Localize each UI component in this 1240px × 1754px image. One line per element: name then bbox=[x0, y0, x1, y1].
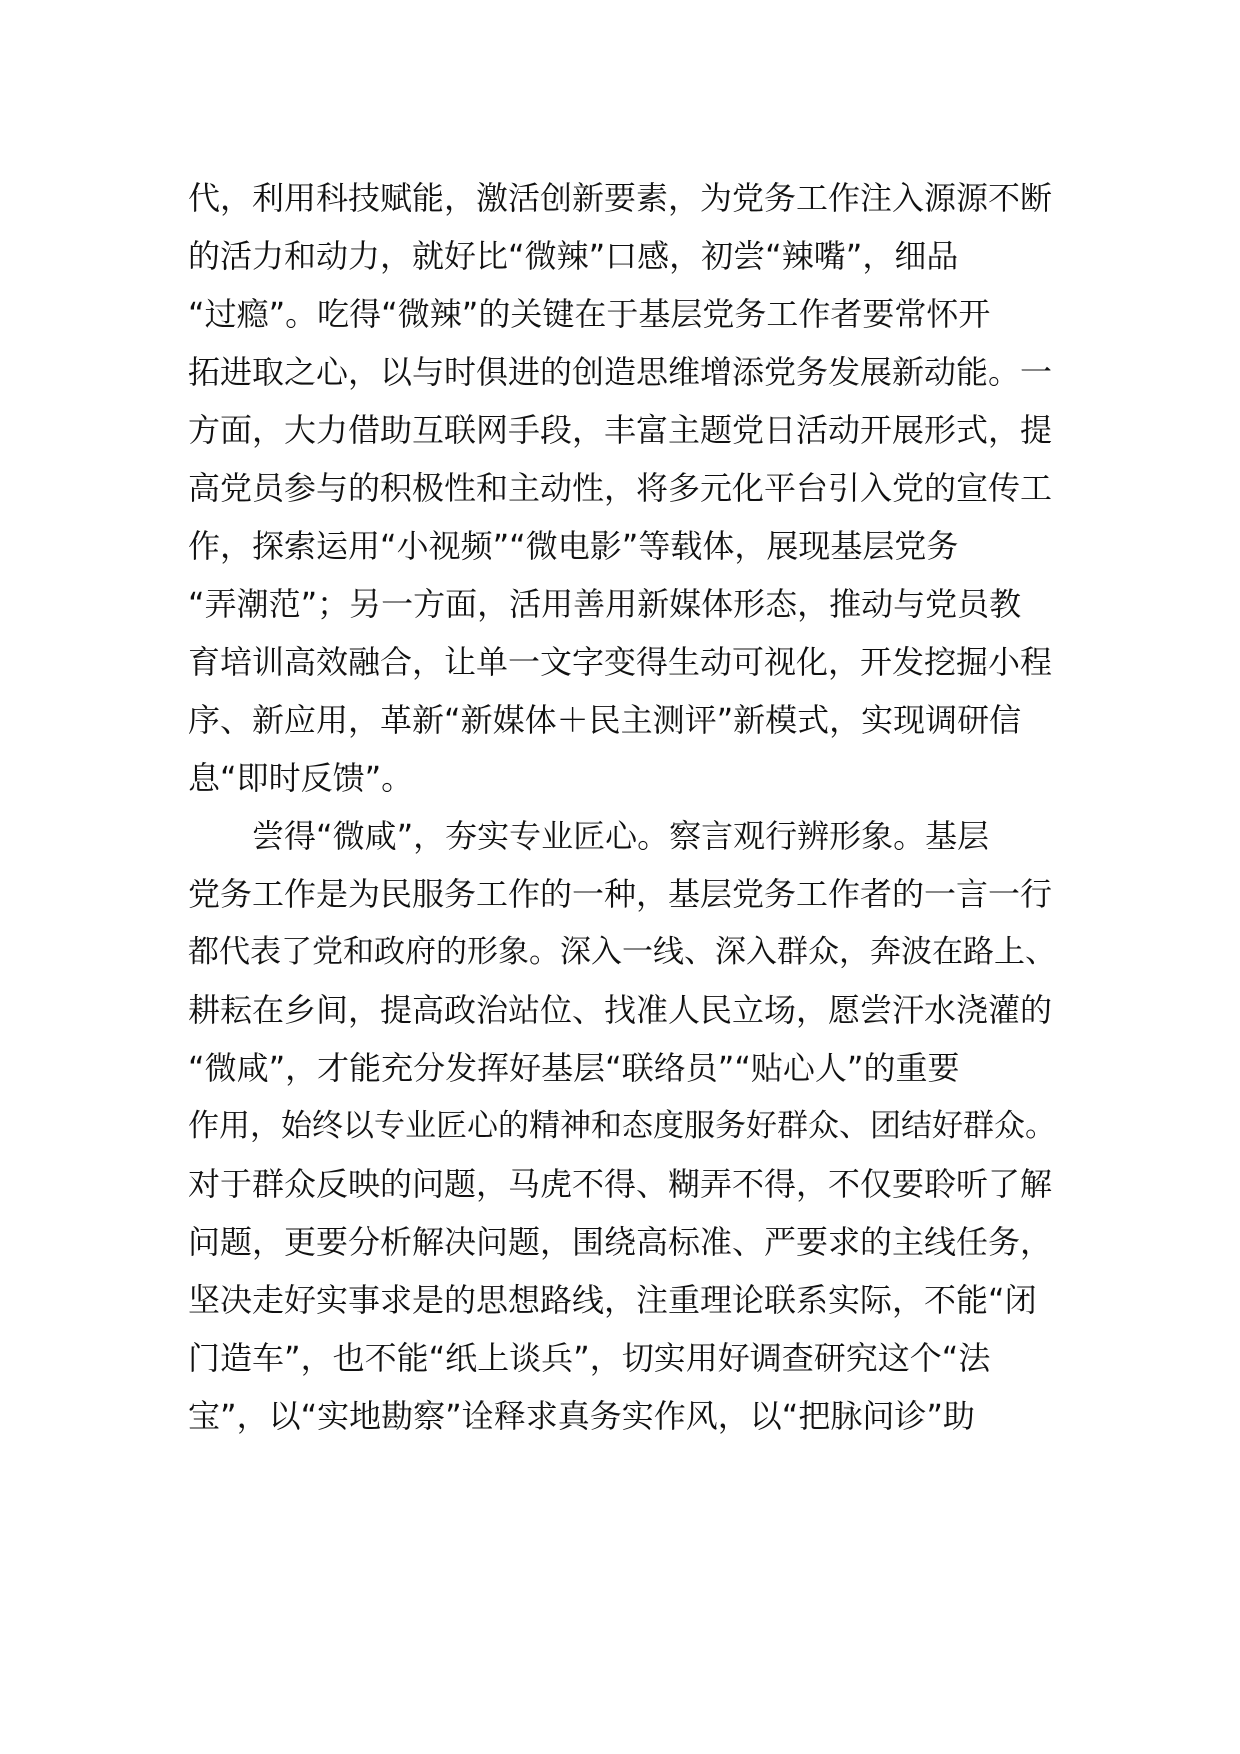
text-line: “微咸”，才能充分发挥好基层“联络员”“贴心人”的重要 bbox=[188, 1049, 960, 1087]
text-line: “弄潮范”；另一方面，活用善用新媒体形态，推动与党员教 bbox=[188, 585, 1022, 623]
text-line: 坚决走好实事求是的思想路线，注重理论联系实际，不能“闭 bbox=[188, 1281, 1037, 1319]
text-line: “过瘾”。吃得“微辣”的关键在于基层党务工作者要常怀开 bbox=[188, 295, 991, 333]
text-line: 序、新应用，革新“新媒体＋民主测评”新模式，实现调研信 bbox=[188, 701, 1022, 739]
text-line: 宝”，以“实地勘察”诠释求真务实作风，以“把脉问诊”助 bbox=[188, 1397, 975, 1435]
text-line: 息“即时反馈”。 bbox=[188, 759, 414, 797]
text-line: 门造车”，也不能“纸上谈兵”，切实用好调查研究这个“法 bbox=[188, 1339, 991, 1377]
text-line: 育培训高效融合，让单一文字变得生动可视化，开发挖掘小程 bbox=[188, 643, 1053, 681]
text-line: 作，探索运用“小视频”“微电影”等载体，展现基层党务 bbox=[188, 527, 959, 565]
text-line: 都代表了党和政府的形象。深入一线、深入群众，奔波在路上、 bbox=[188, 934, 1056, 970]
text-line: 的活力和动力，就好比“微辣”口感，初尝“辣嘴”，细品 bbox=[188, 237, 959, 275]
text-line: 尝得“微咸”，夯实专业匠心。察言观行辨形象。基层 bbox=[188, 817, 990, 855]
text-line: 拓进取之心，以与时俱进的创造思维增添党务发展新动能。一 bbox=[188, 353, 1053, 391]
text-line: 高党员参与的积极性和主动性，将多元化平台引入党的宣传工 bbox=[188, 469, 1053, 507]
text-line: 耕耘在乡间，提高政治站位、找准人民立场，愿尝汗水浇灌的 bbox=[188, 991, 1053, 1029]
text-line: 对于群众反映的问题，马虎不得、糊弄不得，不仅要聆听了解 bbox=[188, 1165, 1053, 1203]
text-line: 代，利用科技赋能，激活创新要素，为党务工作注入源源不断 bbox=[188, 179, 1053, 217]
text-line: 问题，更要分析解决问题，围绕高标准、严要求的主线任务， bbox=[188, 1223, 1053, 1261]
text-line: 方面，大力借助互联网手段，丰富主题党日活动开展形式，提 bbox=[188, 411, 1053, 449]
text-line: 党务工作是为民服务工作的一种，基层党务工作者的一言一行 bbox=[188, 875, 1053, 913]
text-line: 作用，始终以专业匠心的精神和态度服务好群众、团结好群众。 bbox=[188, 1108, 1056, 1144]
